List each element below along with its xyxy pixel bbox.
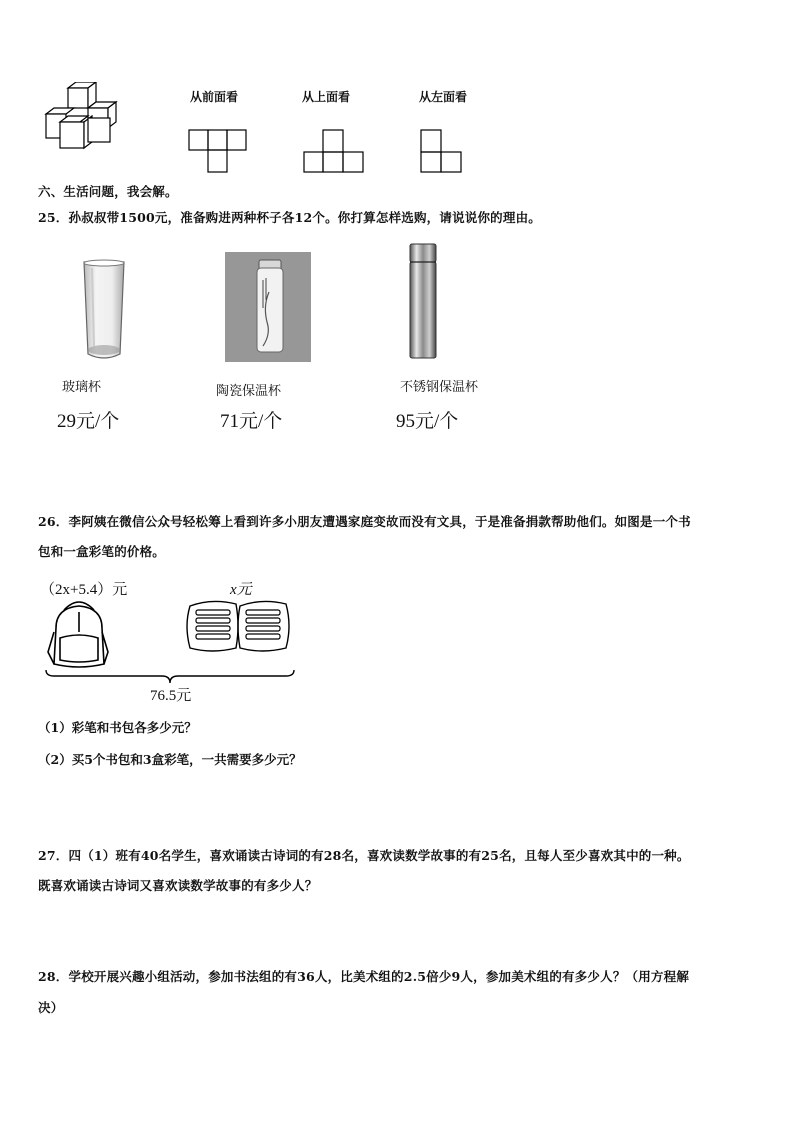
question-26-sub2: （2）买5个书包和3盒彩笔，一共需要多少元？ bbox=[38, 752, 302, 767]
cup-name-ceramic: 陶瓷保温杯 bbox=[216, 384, 282, 399]
cup-name-stainless: 不锈钢保温杯 bbox=[400, 380, 479, 395]
price-stainless: 95元/个 bbox=[396, 411, 459, 432]
stainless-cup-image bbox=[404, 242, 442, 362]
question-28-line2: 决） bbox=[38, 1000, 64, 1015]
question-28-line1: 28．学校开展兴趣小组活动，参加书法组的有36人，比美术组的2.5倍少9人，参加美术组的有多少人？（用方程解 bbox=[38, 969, 690, 984]
front-view-label: 从前面看 bbox=[190, 90, 239, 104]
backpack-image bbox=[46, 598, 112, 672]
pen-price-label: x元 bbox=[230, 582, 252, 598]
left-view-figure bbox=[420, 128, 466, 176]
left-view-label: 从左面看 bbox=[419, 90, 468, 104]
price-ceramic: 71元/个 bbox=[220, 411, 283, 432]
question-25-text: 25．孙叔叔带1500元，准备购进两种杯子各12个。你打算怎样选购，请说说你的理由。 bbox=[38, 210, 541, 225]
question-26-sub1: （1）彩笔和书包各多少元？ bbox=[38, 720, 197, 735]
cube-solid-figure bbox=[40, 82, 130, 154]
question-27-line1: 27．四（1）班有40名学生，喜欢诵读古诗词的有28名，喜欢读数学故事的有25名，且每人至少喜欢其中的一种。 bbox=[38, 848, 690, 863]
top-view-label: 从上面看 bbox=[302, 90, 351, 104]
total-price-label: 76.5元 bbox=[150, 688, 192, 704]
glass-cup-image bbox=[80, 258, 128, 364]
question-27-line2: 既喜欢诵读古诗词又喜欢读数学故事的有多少人？ bbox=[38, 878, 318, 893]
cup-name-glass: 玻璃杯 bbox=[62, 380, 102, 395]
price-glass: 29元/个 bbox=[57, 411, 120, 432]
section-six-title: 六、生活问题，我会解。 bbox=[38, 184, 178, 199]
bag-price-label: （2x+5.4）元 bbox=[40, 582, 128, 598]
top-view-figure bbox=[303, 128, 365, 176]
question-26-line2: 包和一盒彩笔的价格。 bbox=[38, 544, 166, 559]
question-26-line1: 26．李阿姨在微信公众号轻松筹上看到许多小朋友遭遇家庭变故而没有文具，于是准备捐款帮助他们。如图是一个书 bbox=[38, 514, 691, 529]
ceramic-cup-image bbox=[225, 252, 311, 362]
front-view-figure bbox=[188, 128, 248, 176]
pen-box-image bbox=[182, 596, 294, 656]
